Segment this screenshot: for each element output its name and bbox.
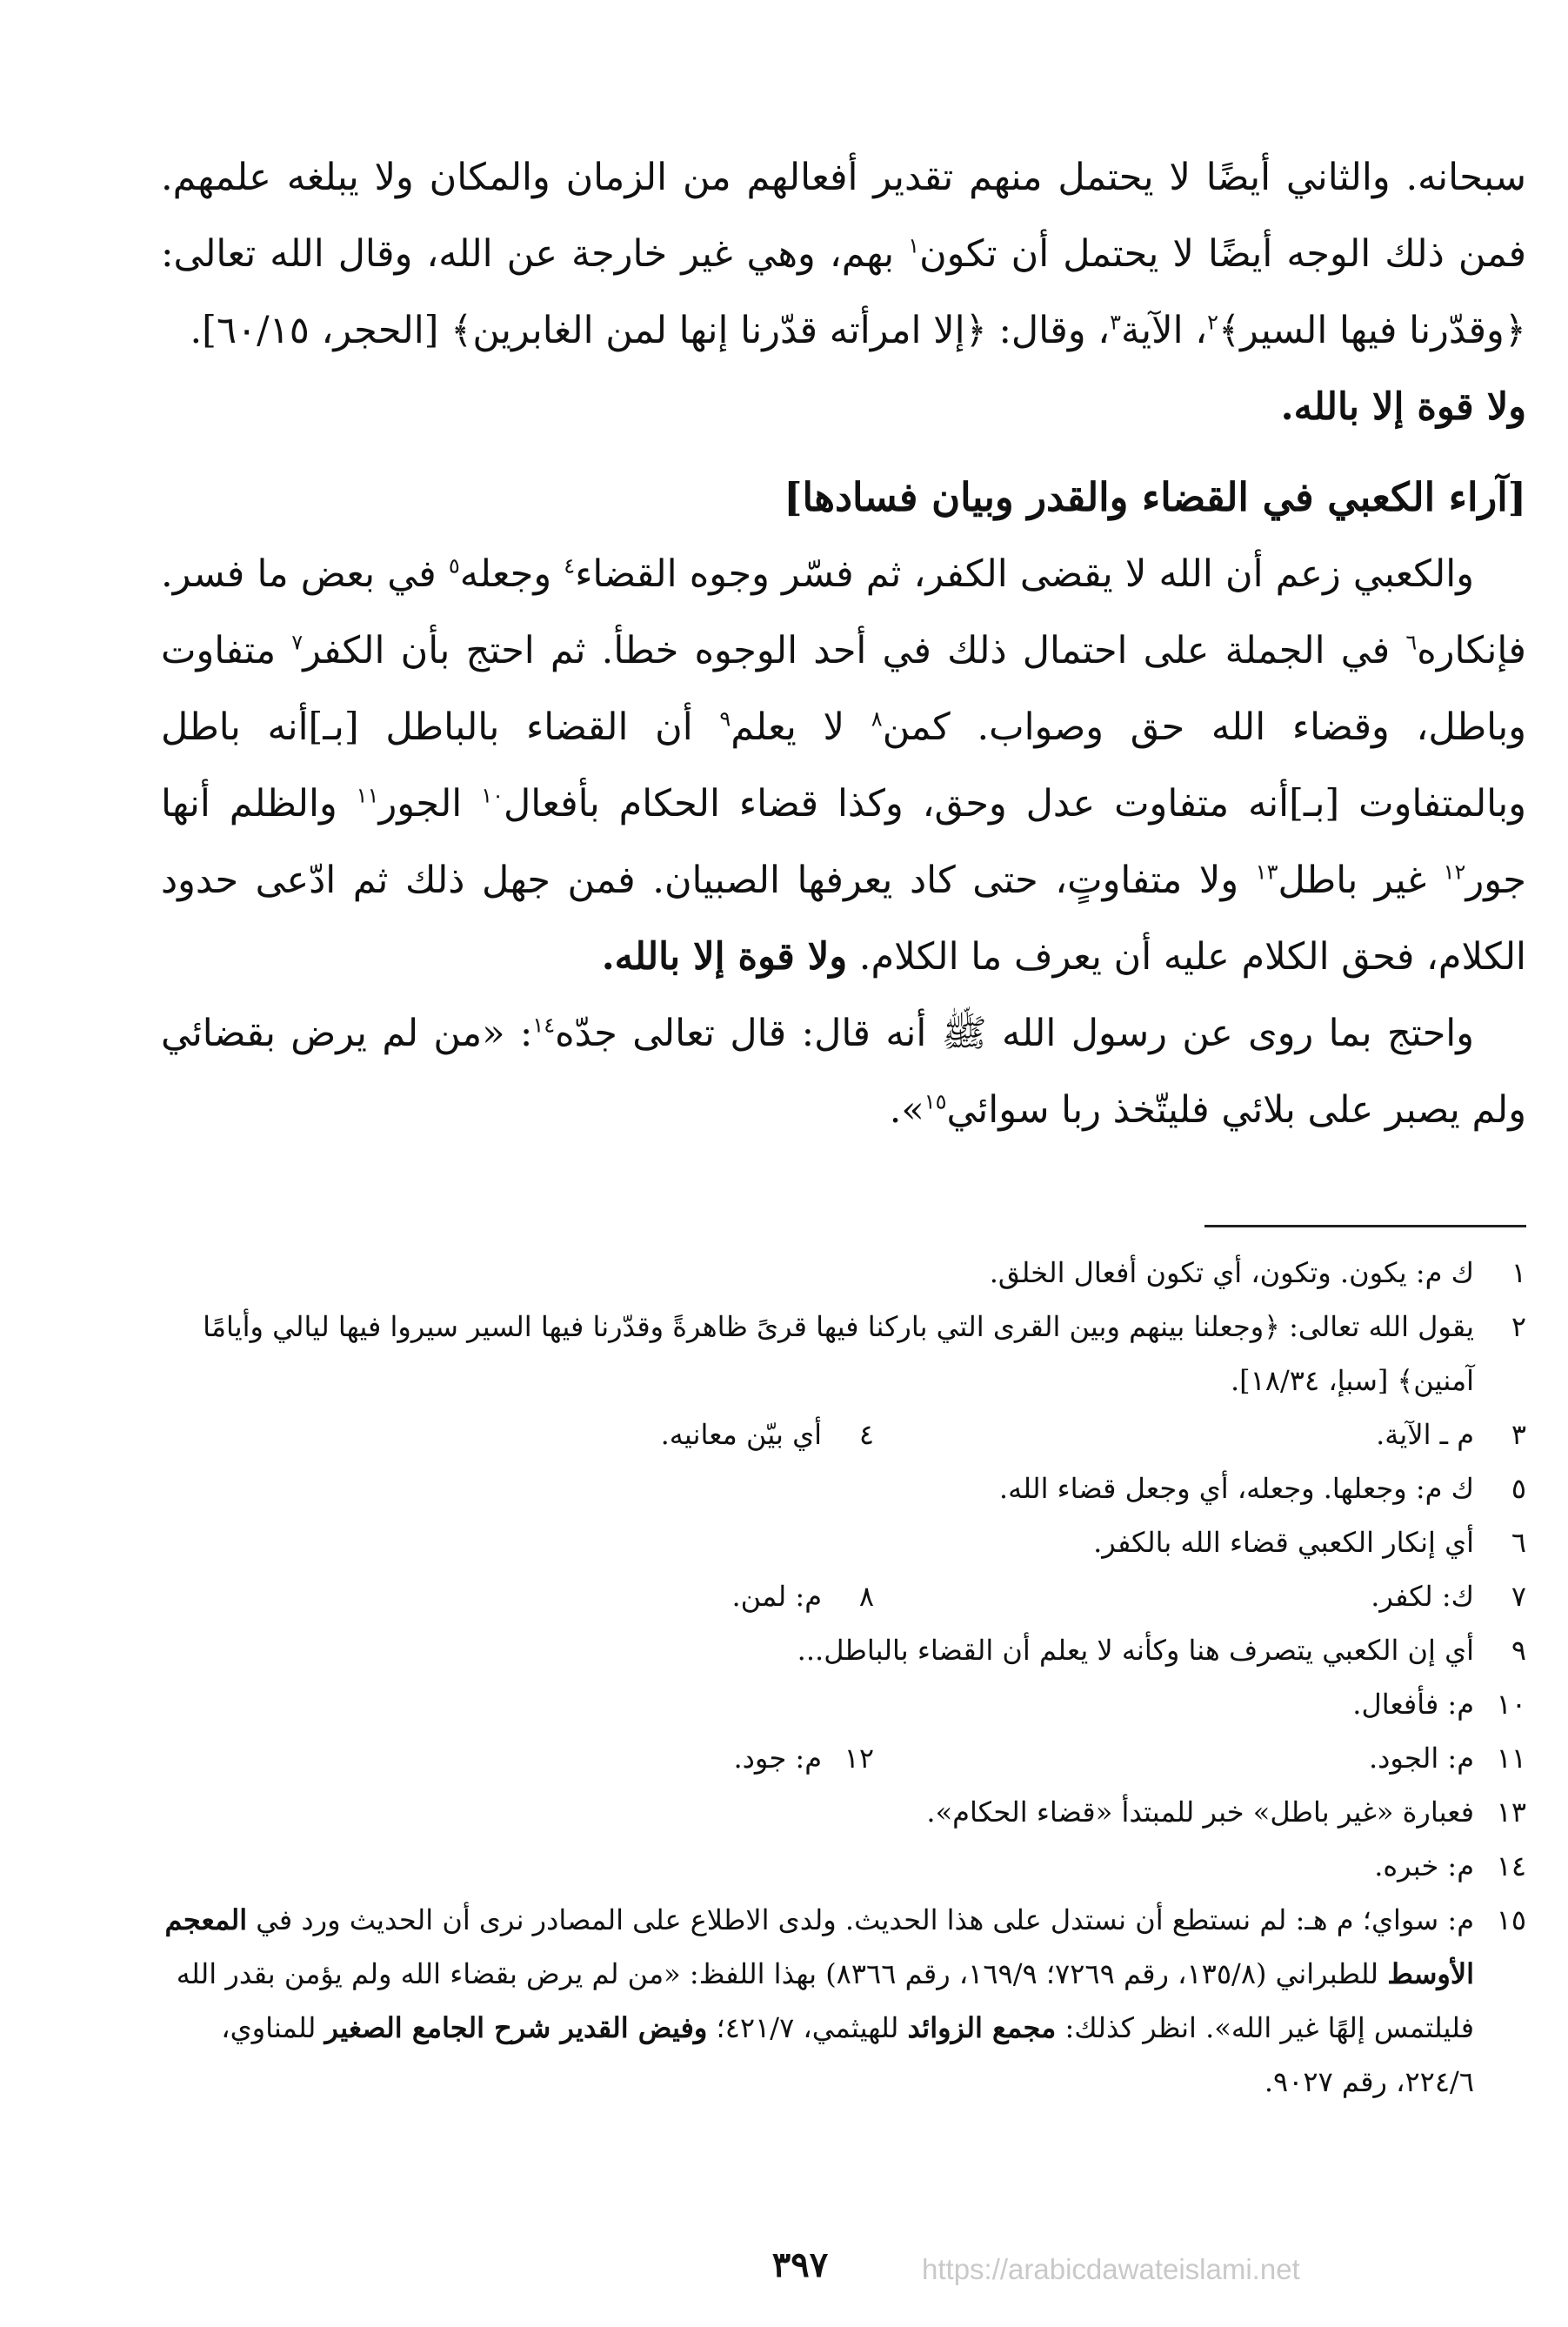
footnote-ref[interactable]: ٨ <box>871 706 883 732</box>
footnote-item: ١٠ م: فأفعال. <box>1352 1688 1526 1721</box>
footnote-ref[interactable]: ١٠ <box>481 783 504 808</box>
footnote-ref[interactable]: ١٣ <box>1255 859 1278 885</box>
footnote-ref[interactable]: ١٥ <box>924 1089 947 1114</box>
footnote-item: ١٣ فعبارة «غير باطل» خبر للمبتدأ «قضاء الحكام». <box>926 1795 1526 1829</box>
main-text <box>161 139 1526 1148</box>
page-number: ٣٩٧ <box>771 2244 829 2285</box>
footnote-ref[interactable]: ١٤ <box>532 1013 556 1038</box>
footnote-item: ١٢ م: جود. <box>733 1742 874 1775</box>
footnote-pair <box>161 1569 1526 1623</box>
footnote-ref[interactable]: ٧ <box>291 630 304 655</box>
footnote-ref[interactable]: ١ <box>908 233 920 258</box>
footnote-item: ٦ أي إنكار الكعبي قضاء الله بالكفر. <box>1093 1526 1526 1559</box>
footnote-pair <box>161 1408 1526 1461</box>
footnote-ref[interactable]: ٢ <box>1207 310 1218 335</box>
watermark-url: https://arabicdawateislami.net <box>922 2253 1300 2285</box>
footnote-item: ٩ أي إن الكعبي يتصرف هنا وكأنه لا يعلم أن القضاء بالباطل... <box>797 1634 1526 1667</box>
paragraph-3: واحتج بما روى عن رسول الله ﷺ أنه قال: قال تعالى جدّه$^{١٤}$: «من لم يرض بقضائي ولم يصبر على بلائي فليتّخذ ربا سوائي$^{١٥}$». <box>161 1012 1526 1132</box>
footnote-pair <box>161 1731 1526 1785</box>
footnote-item: ٣ م ـ الآية. <box>1376 1418 1526 1451</box>
footnote-ref[interactable]: ١١ <box>356 783 379 808</box>
footnotes <box>161 1246 1526 2109</box>
footnote-item: ٢ يقول الله تعالى: ﴿وجعلنا بينهم وبين القرى التي باركنا فيها قرىً ظاهرةً وقدّرنا فيها السير سيروا فيها ليالي وأيامًا آمنين﴾ [سبإ، ١٨/٣٤]. <box>203 1310 1526 1397</box>
footnote-item: ٤ أي بيّن معانيه. <box>660 1418 874 1451</box>
paragraph-1-closing: ولا قوة إلا بالله. <box>1280 385 1526 429</box>
footnote-item: ٥ ك م: وجعلها. وجعله، أي وجعل قضاء الله. <box>998 1472 1526 1505</box>
footnote-item: ١١ م: الجود. <box>1368 1742 1526 1775</box>
footnote-ref[interactable]: ٣ <box>1110 310 1122 335</box>
footnote-ref[interactable]: ٩ <box>719 706 731 732</box>
paragraph-2: والكعبي زعم أن الله لا يقضى الكفر، ثم فسّر وجوه القضاء$^٤$ وجعله$^٥$ في بعض ما فسر. فإنكاره$^٦$ في الجملة على احتمال ذلك في أحد الوجوه خطأ. ثم احتج بأن الكفر$^٧$ متفاوت وباطل، وقضاء الله حق وصواب. كمن$^٨$ لا يعلم$^٩$ أن القضاء بالباطل [بـ]أنه باطل وبالمتفاوت [بـ]أنه متفاوت عدل وحق، وكذا قضاء الحكام بأفعال$^{١٠}$ الجور$^{١١}$ والظلم أنها جور$^{١٢}$ غير باطل$^{١٣}$ ولا متفاوتٍ، حتى كاد يعرفها الصبيان. فمن جهل ذلك ثم ادّعى حدود الكلام، فحق الكلام عليه أن يعرف ما الكلام. ولا قوة إلا بالله. <box>161 552 1527 979</box>
footnote-ref[interactable]: ٥ <box>448 553 460 578</box>
footnote-item: ١٤ م: خبره. <box>1374 1849 1526 1882</box>
footnote-item-15: ١٥ م: سواي؛ م هـ: لم نستطع أن نستدل على هذا الحديث. ولدى الاطلاع على المصادر نرى أن الحديث ورد في المعجم الأوسط للطبراني (١٣٥/٨، رقم ٧٢٦٩؛ ١٦٩/٩، رقم ٨٣٦٦) بهذا اللفظ: «من لم يرض بقضاء الله ولم يؤمن بقدر الله فليلتمس إلهًا غير الله». انظر كذلك: مجمع الزوائد للهيثمي، ٤٢١/٧؛ وفيض القدير شرح الجامع الصغير للمناوي، ٢٢٤/٦، رقم ٩٠٢٧. <box>164 1903 1526 2098</box>
footnote-ref[interactable]: ٤ <box>564 553 576 578</box>
footnote-item: ١ ك م: يكون. وتكون، أي تكون أفعال الخلق. <box>989 1256 1526 1289</box>
section-heading: [آراء الكعبي في القضاء والقدر وبيان فسادها] <box>784 474 1526 520</box>
footnote-item: ٨ م: لمن. <box>731 1580 874 1613</box>
footnote-item: ٧ ك: لكفر. <box>1371 1580 1526 1613</box>
footnote-ref[interactable]: ١٢ <box>1443 859 1466 885</box>
footnote-ref[interactable]: ٦ <box>1405 630 1418 655</box>
footnote-separator <box>1204 1225 1526 1227</box>
paragraph-1: سبحانه. والثاني أيضًا لا يحتمل منهم تقدير أفعالهم من الزمان والمكان ولا يبلغه علمهم. فمن ذلك الوجه أيضًا لا يحتمل أن تكون$^١$ بهم، وهي غير خارجة عن الله، وقال الله تعالى: ﴿وقدّرنا فيها السير﴾$^٢$، الآية$^٣$، وقال: ﴿إلا امرأته قدّرنا إنها لمن الغابرين﴾ [الحجر، ٦٠/١٥]. <box>161 156 1526 352</box>
